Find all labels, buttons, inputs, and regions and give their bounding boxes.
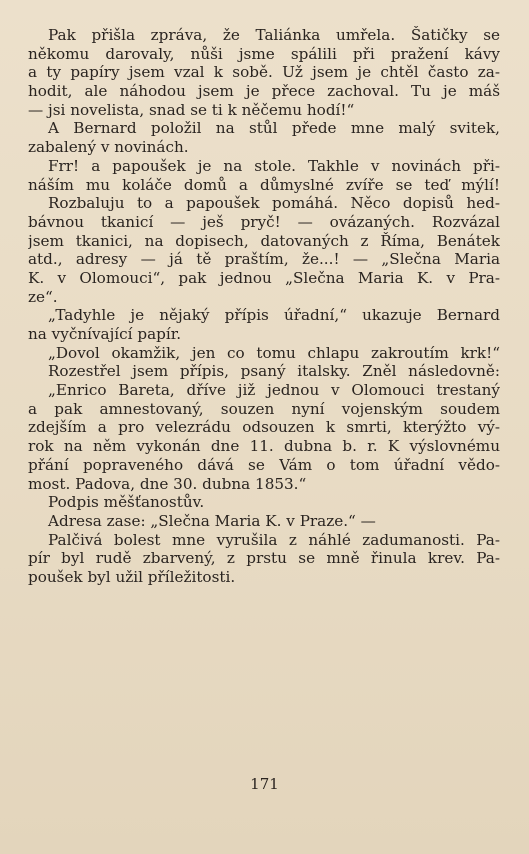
text-line: jsem tkanici, na dopisech, datovaných z Říma, Benátek <box>28 231 500 250</box>
text-line: K. v Olomouci“, pak jednou „Slečna Maria K. v Pra- <box>28 268 500 287</box>
text-line: A Bernard položil na stůl přede mne malý svitek, <box>48 119 500 138</box>
text-line: Rozbaluju to a papoušek pomáhá. Něco dopisů hed- <box>48 194 500 213</box>
text-line: „Enrico Bareta, dříve již jednou v Olomouci trestaný <box>48 381 500 400</box>
text-line: na vyčnívající papír. <box>28 325 182 343</box>
text-line: Adresa zase: „Slečna Maria K. v Praze.“ — <box>48 511 376 530</box>
text-line: někomu darovaly, nůši jsme spálili při pražení kávy <box>28 44 500 63</box>
page-number: 171 <box>250 775 279 793</box>
text-line: most. Padova, dne 30. dubna 1853.“ <box>28 474 307 493</box>
text-line: rok na něm vykonán dne 11. dubna b. r. K výslovnému <box>28 437 500 456</box>
text-line: ze“. <box>28 287 58 306</box>
text-line: — jsi novelista, snad se ti k něčemu hodí!“ <box>28 100 355 119</box>
text-line: Frr! a papoušek je na stole. Takhle v novinách při- <box>48 156 500 175</box>
text-line: Rozestřel jsem přípis, psaný italsky. Zněl následovně: <box>48 362 500 381</box>
text-line: poušek byl užil příležitosti. <box>28 567 236 586</box>
text-line: Podpis měšťanostův. <box>48 493 205 512</box>
text-line: náším mu koláče domů a důmyslné zvíře se teď mýlí! <box>28 175 500 194</box>
text-line: přání popraveného dává se Vám o tom úřadní vědo- <box>28 455 500 474</box>
text-line: „Dovol okamžik, jen co tomu chlapu zakroutím krk!“ <box>48 343 500 362</box>
text-line: zabalený v novinách. <box>28 138 189 157</box>
text-line: a pak amnestovaný, souzen nyní vojenským soudem <box>28 399 500 418</box>
body-text <box>28 26 500 587</box>
text-line: atd., adresy — já tě praštím, že...! — „Slečna Maria <box>28 250 500 269</box>
text-line: „Tadyhle je nějaký přípis úřadní,“ ukazuje Bernard <box>48 306 500 325</box>
text-line: bávnou tkanicí — ješ pryč! — ovázaných. Rozvázal <box>28 212 500 231</box>
text-line: Palčivá bolest mne vyrušila z náhlé zadumanosti. Pa- <box>48 530 500 549</box>
text-line: a ty papíry jsem vzal k sobě. Už jsem je chtěl často za- <box>28 63 500 82</box>
text-line: Pak přišla zpráva, že Taliánka umřela. Šatičky se <box>48 26 500 44</box>
text-line: pír byl rudě zbarvený, z prstu se mně řinula krev. Pa- <box>28 549 500 568</box>
text-line: hodit, ale náhodou jsem je přece zachoval. Tu je máš <box>28 82 500 101</box>
text-line: zdejším a pro velezrádu odsouzen k smrti, kterýžto vý- <box>28 418 500 437</box>
